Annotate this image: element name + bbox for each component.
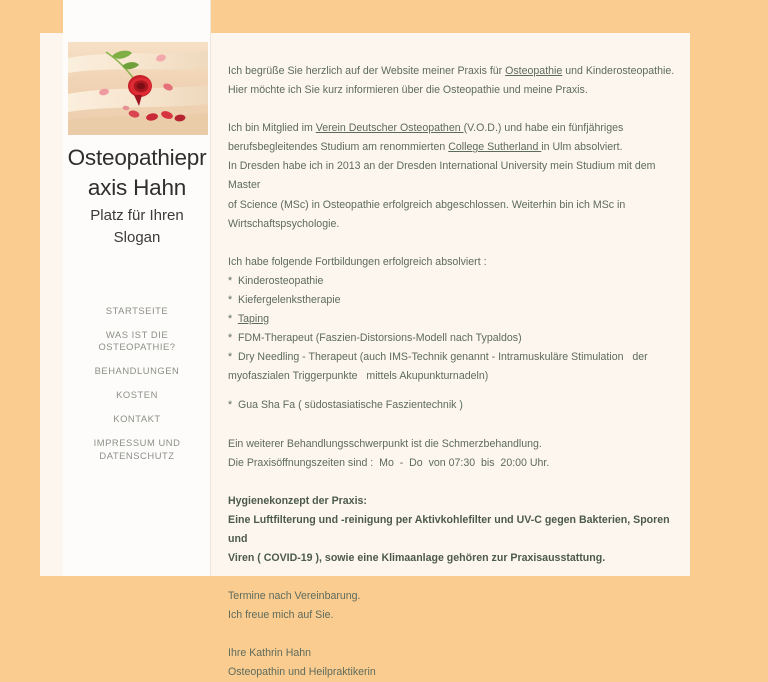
training-item-dry-needling-line-1: * Dry Needling - Therapeut (auch IMS-Technik genannt - Intramuskuläre Stimulation der bbox=[228, 351, 648, 364]
hygiene-line-2: Viren ( COVID-19 ), sowie eine Klimaanlage gehören zur Praxisausstattung. bbox=[228, 551, 606, 564]
intro-text-b: und Kinderosteopathie. bbox=[562, 65, 675, 77]
main-navigation bbox=[63, 299, 211, 468]
training-item-taping bbox=[228, 310, 676, 329]
opening-hours-line: Die Praxisöffnungszeiten sind : Mo - Do von 07:30 bis 20:00 Uhr. bbox=[228, 456, 550, 469]
training-item-fdm-therapeut bbox=[228, 329, 676, 348]
sidebar-item-kontakt[interactable]: KONTAKT bbox=[113, 413, 161, 424]
link-osteopathie[interactable]: Osteopathie bbox=[505, 65, 563, 77]
bio-line-1 bbox=[228, 119, 676, 138]
bullet-text: FDM-Therapeut (Faszien-Distorsions-Modell nach Typaldos) bbox=[238, 332, 522, 345]
bio-text-d: in Ulm absolviert. bbox=[541, 141, 623, 154]
site-title: Osteopathiepraxis Hahn bbox=[67, 145, 207, 200]
sidebar bbox=[63, 0, 211, 576]
spacer bbox=[228, 100, 676, 119]
sidebar-item-behandlungen[interactable]: BEHANDLUNGEN bbox=[94, 365, 180, 376]
closing-line-2: Ich freue mich auf Sie. bbox=[228, 609, 334, 622]
signature-role: Osteopathin und Heilpraktikerin bbox=[228, 666, 376, 679]
sidebar-item-startseite[interactable]: STARTSEITE bbox=[105, 305, 169, 316]
link-verein-deutscher-osteopathen[interactable]: Verein Deutscher Osteopathen bbox=[315, 122, 464, 135]
bio-line-5: Wirtschaftspsychologie. bbox=[228, 217, 340, 230]
bio-line-2 bbox=[228, 138, 676, 157]
closing-line-1: Termine nach Vereinbarung. bbox=[228, 590, 361, 603]
bio-line-3: In Dresden habe ich in 2013 an der Dresden International University mein Studium mit dem Master bbox=[228, 160, 656, 192]
link-college-sutherland[interactable]: College Sutherland bbox=[448, 141, 542, 154]
brand-block bbox=[63, 143, 211, 249]
bullet-marker: * bbox=[228, 332, 239, 345]
focus-line-1: Ein weiterer Behandlungsschwerpunkt ist die Schmerzbehandlung. bbox=[228, 437, 542, 450]
bio-text-a: Ich bin Mitglied im bbox=[228, 122, 316, 135]
signature-name: Ihre Kathrin Hahn bbox=[228, 647, 312, 660]
trainings-heading: Ich habe folgende Fortbildungen erfolgreich absolviert : bbox=[228, 255, 487, 268]
main-content bbox=[228, 62, 676, 682]
intro-line-2: Hier möchte ich Sie kurz informieren über die Osteopathie und meine Praxis. bbox=[228, 84, 588, 97]
intro-text-a: Ich begrüße Sie herzlich auf der Website meiner Praxis für bbox=[228, 65, 506, 77]
bullet-text: Kinderosteopathie bbox=[238, 274, 324, 287]
bio-text-c: berufsbegleitendes Studium am renommierten bbox=[228, 141, 449, 154]
training-item-dry-needling-line-2: myofaszialen Triggerpunkte mittels Akupunkturnadeln) bbox=[228, 370, 489, 383]
training-item-kinderosteopathie bbox=[228, 272, 676, 291]
spacer bbox=[228, 568, 676, 587]
sidebar-item-kosten[interactable]: KOSTEN bbox=[116, 389, 158, 400]
rose-banner-image bbox=[68, 42, 208, 135]
bullet-marker: * bbox=[228, 313, 238, 326]
spacer bbox=[228, 234, 676, 253]
bio-line-4: of Science (MSc) in Osteopathie erfolgreich abgeschlossen. Weiterhin bin ich MSc in bbox=[228, 198, 626, 211]
spacer bbox=[228, 473, 676, 492]
bullet-text: Kiefergelenkstherapie bbox=[238, 293, 341, 306]
hygiene-line-1: Eine Luftfilterung und -reinigung per Aktivkohlefilter und UV-C gegen Bakterien, Sporen und bbox=[228, 513, 670, 545]
training-item-gua-sha-fa: * Gua Sha Fa ( südostasiatische Faszientechnik ) bbox=[228, 399, 463, 412]
bullet-marker: * bbox=[228, 274, 239, 287]
site-slogan: Platz für Ihren Slogan bbox=[90, 207, 184, 246]
hygiene-heading: Hygienekonzept der Praxis: bbox=[228, 494, 367, 507]
spacer bbox=[228, 416, 676, 435]
intro-line-1 bbox=[228, 62, 676, 81]
spacer bbox=[228, 625, 676, 644]
training-item-kiefergelenkstherapie bbox=[228, 291, 676, 310]
spacer bbox=[228, 386, 676, 396]
link-taping[interactable]: Taping bbox=[237, 313, 270, 326]
bullet-marker: * bbox=[228, 293, 239, 306]
sidebar-item-impressum-und-datenschutz[interactable]: IMPRESSUM UND DATENSCHUTZ bbox=[93, 437, 181, 461]
bio-text-b: (V.O.D.) und habe ein fünfjähriges bbox=[463, 122, 624, 135]
sidebar-item-was-ist-die-osteopathie[interactable]: WAS IST DIE OSTEOPATHIE? bbox=[98, 329, 176, 352]
